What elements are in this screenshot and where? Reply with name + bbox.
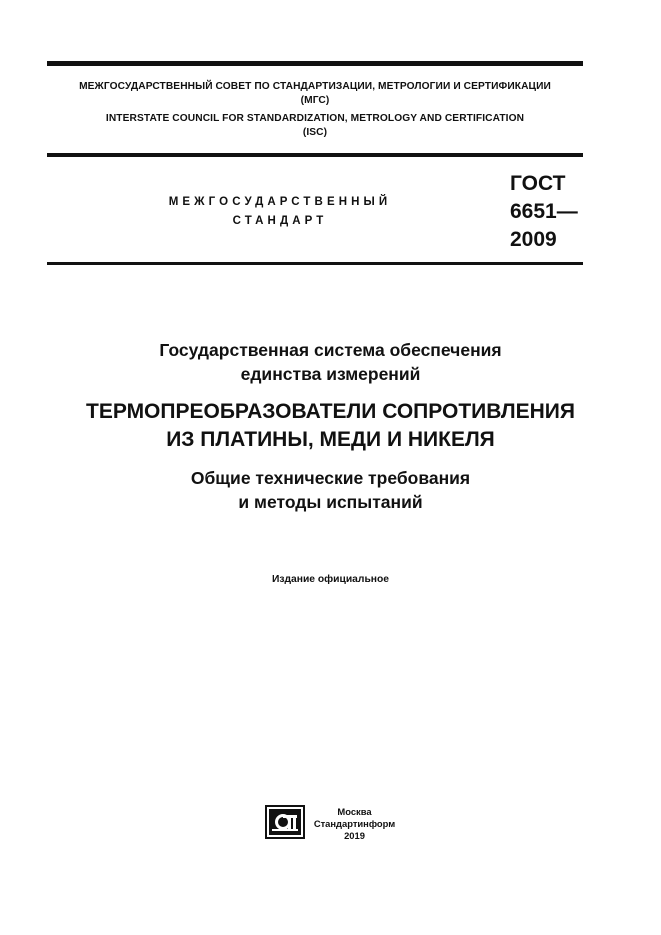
middle-rule — [47, 153, 583, 157]
edition-label: Издание официальное — [271, 574, 390, 585]
council-en-line1: INTERSTATE COUNCIL FOR STANDARDIZATION, METROLOGY AND CERTIFICATION — [105, 113, 525, 124]
council-ru-line2: (МГС) — [300, 95, 330, 106]
document-title-line2: ИЗ ПЛАТИНЫ, МЕДИ И НИКЕЛЯ — [166, 428, 495, 451]
document-subtitle-line2: и методы испытаний — [238, 492, 423, 512]
standartinform-logo-icon — [265, 805, 305, 839]
gost-designation-line1: ГОСТ — [510, 172, 566, 195]
council-ru — [47, 80, 583, 108]
council-ru-line1: МЕЖГОСУДАРСТВЕННЫЙ СОВЕТ ПО СТАНДАРТИЗАЦИИ, МЕТРОЛОГИИ И СЕРТИФИКАЦИИ — [79, 81, 551, 92]
standard-kind-line1: МЕЖГОСУДАРСТВЕННЫЙ — [168, 196, 392, 208]
document-title-line1: ТЕРМОПРЕОБРАЗОВАТЕЛИ СОПРОТИВЛЕНИЯ — [86, 400, 575, 423]
series-line2: единства измерений — [240, 364, 421, 384]
top-rule — [47, 61, 583, 66]
standard-kind-line2: СТАНДАРТ — [232, 215, 328, 227]
gost-designation-line2: 6651— — [510, 200, 578, 223]
council-en — [47, 112, 583, 140]
gost-designation-line3: 2009 — [510, 228, 557, 251]
imprint-city: Москва — [337, 806, 372, 817]
series-line1: Государственная система обеспечения — [159, 340, 502, 360]
imprint-year: 2019 — [344, 830, 365, 841]
bottom-rule — [47, 262, 583, 265]
imprint-publisher: Стандартинформ — [313, 818, 396, 829]
document-subtitle-line1: Общие технические требования — [190, 468, 471, 488]
council-en-line2: (ISC) — [302, 127, 328, 138]
